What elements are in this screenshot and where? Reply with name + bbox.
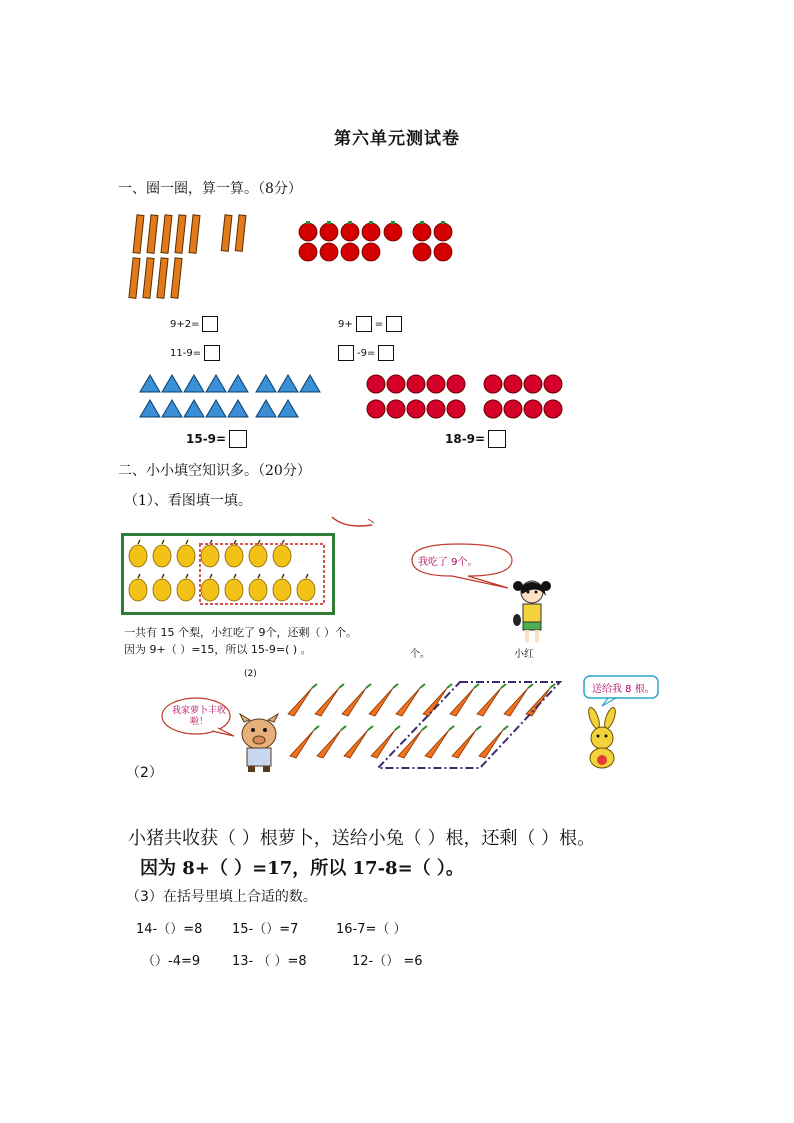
fill-item: 12-（） =6 (352, 954, 423, 969)
fill-item: 14-（）=8 (136, 922, 203, 937)
sticks-illustration (125, 210, 255, 305)
equation-text: 15-9= (186, 432, 227, 446)
part2-small-label: (2) (244, 669, 257, 679)
circles-illustration (364, 372, 564, 422)
rabbit-speech-text: 送给我 8 根。 (592, 684, 655, 695)
fill-item: 16-7=（ ） (336, 922, 407, 937)
equation-text: 18-9= (445, 432, 486, 446)
equation-text: 9+ (338, 318, 353, 330)
speech-curl-decoration (330, 515, 380, 540)
girl-speech-text: 我吃了 9个。 (418, 557, 478, 568)
answer-box[interactable] (488, 430, 506, 448)
equation-text: = (374, 318, 384, 330)
carrot-question-line2: 因为 8+（ ）=17，所以 17-8=（ ）。 (140, 858, 464, 879)
rabbit-figure (582, 708, 622, 772)
section2-heading: 二、小小填空知识多。（20分） (118, 463, 311, 479)
equation-11minus9 (170, 345, 220, 361)
answer-box[interactable] (356, 316, 372, 332)
part2-label: （2） (126, 765, 163, 781)
equation-9plus-box (338, 316, 402, 332)
pear-question-line2: 因为 9+（ ）=15，所以 15-9=( ) 。 (124, 643, 312, 656)
equation-box-minus9 (338, 345, 394, 361)
girl-name-label: 小红 (514, 649, 534, 660)
answer-box[interactable] (204, 345, 220, 361)
part1-label: （1）、看图填一填。 (124, 493, 252, 509)
answer-box[interactable] (338, 345, 354, 361)
carrots-illustration (284, 682, 564, 772)
equation-text: 9+2= (170, 318, 200, 330)
apples-illustration (296, 218, 461, 266)
answer-box[interactable] (378, 345, 394, 361)
equation-18minus9 (445, 430, 506, 448)
triangles-illustration (138, 372, 328, 422)
pig-figure (236, 716, 282, 774)
answer-box[interactable] (229, 430, 247, 448)
equation-text: 11-9= (170, 347, 202, 359)
part3-label: （3）在括号里填上合适的数。 (126, 889, 317, 905)
equation-text: -9= (357, 347, 376, 359)
equation-15minus9 (186, 430, 247, 448)
pear-question-line1: 一共有 15 个梨，小红吃了 9个，还剩（ ）个。 (124, 626, 357, 639)
pears-illustration (124, 536, 332, 608)
fill-item: 15-（）=7 (232, 922, 299, 937)
answer-box[interactable] (386, 316, 402, 332)
section1-heading: 一、圈一圈，算一算。（8分） (118, 181, 302, 197)
stray-text: 个。 (410, 649, 430, 660)
answer-box[interactable] (202, 316, 218, 332)
fill-item: （）-4=9 (142, 954, 201, 969)
carrot-question-line1: 小猪共收获（ ）根萝卜，送给小兔（ ）根，还剩（ ）根。 (128, 828, 596, 849)
page-title: 第六单元测试卷 (334, 129, 460, 149)
pig-speech-text: 我家萝卜丰收啦！ (172, 706, 227, 727)
girl-figure (508, 578, 558, 646)
fill-item: 13- （ ）=8 (232, 954, 307, 969)
equation-9plus2 (170, 316, 218, 332)
